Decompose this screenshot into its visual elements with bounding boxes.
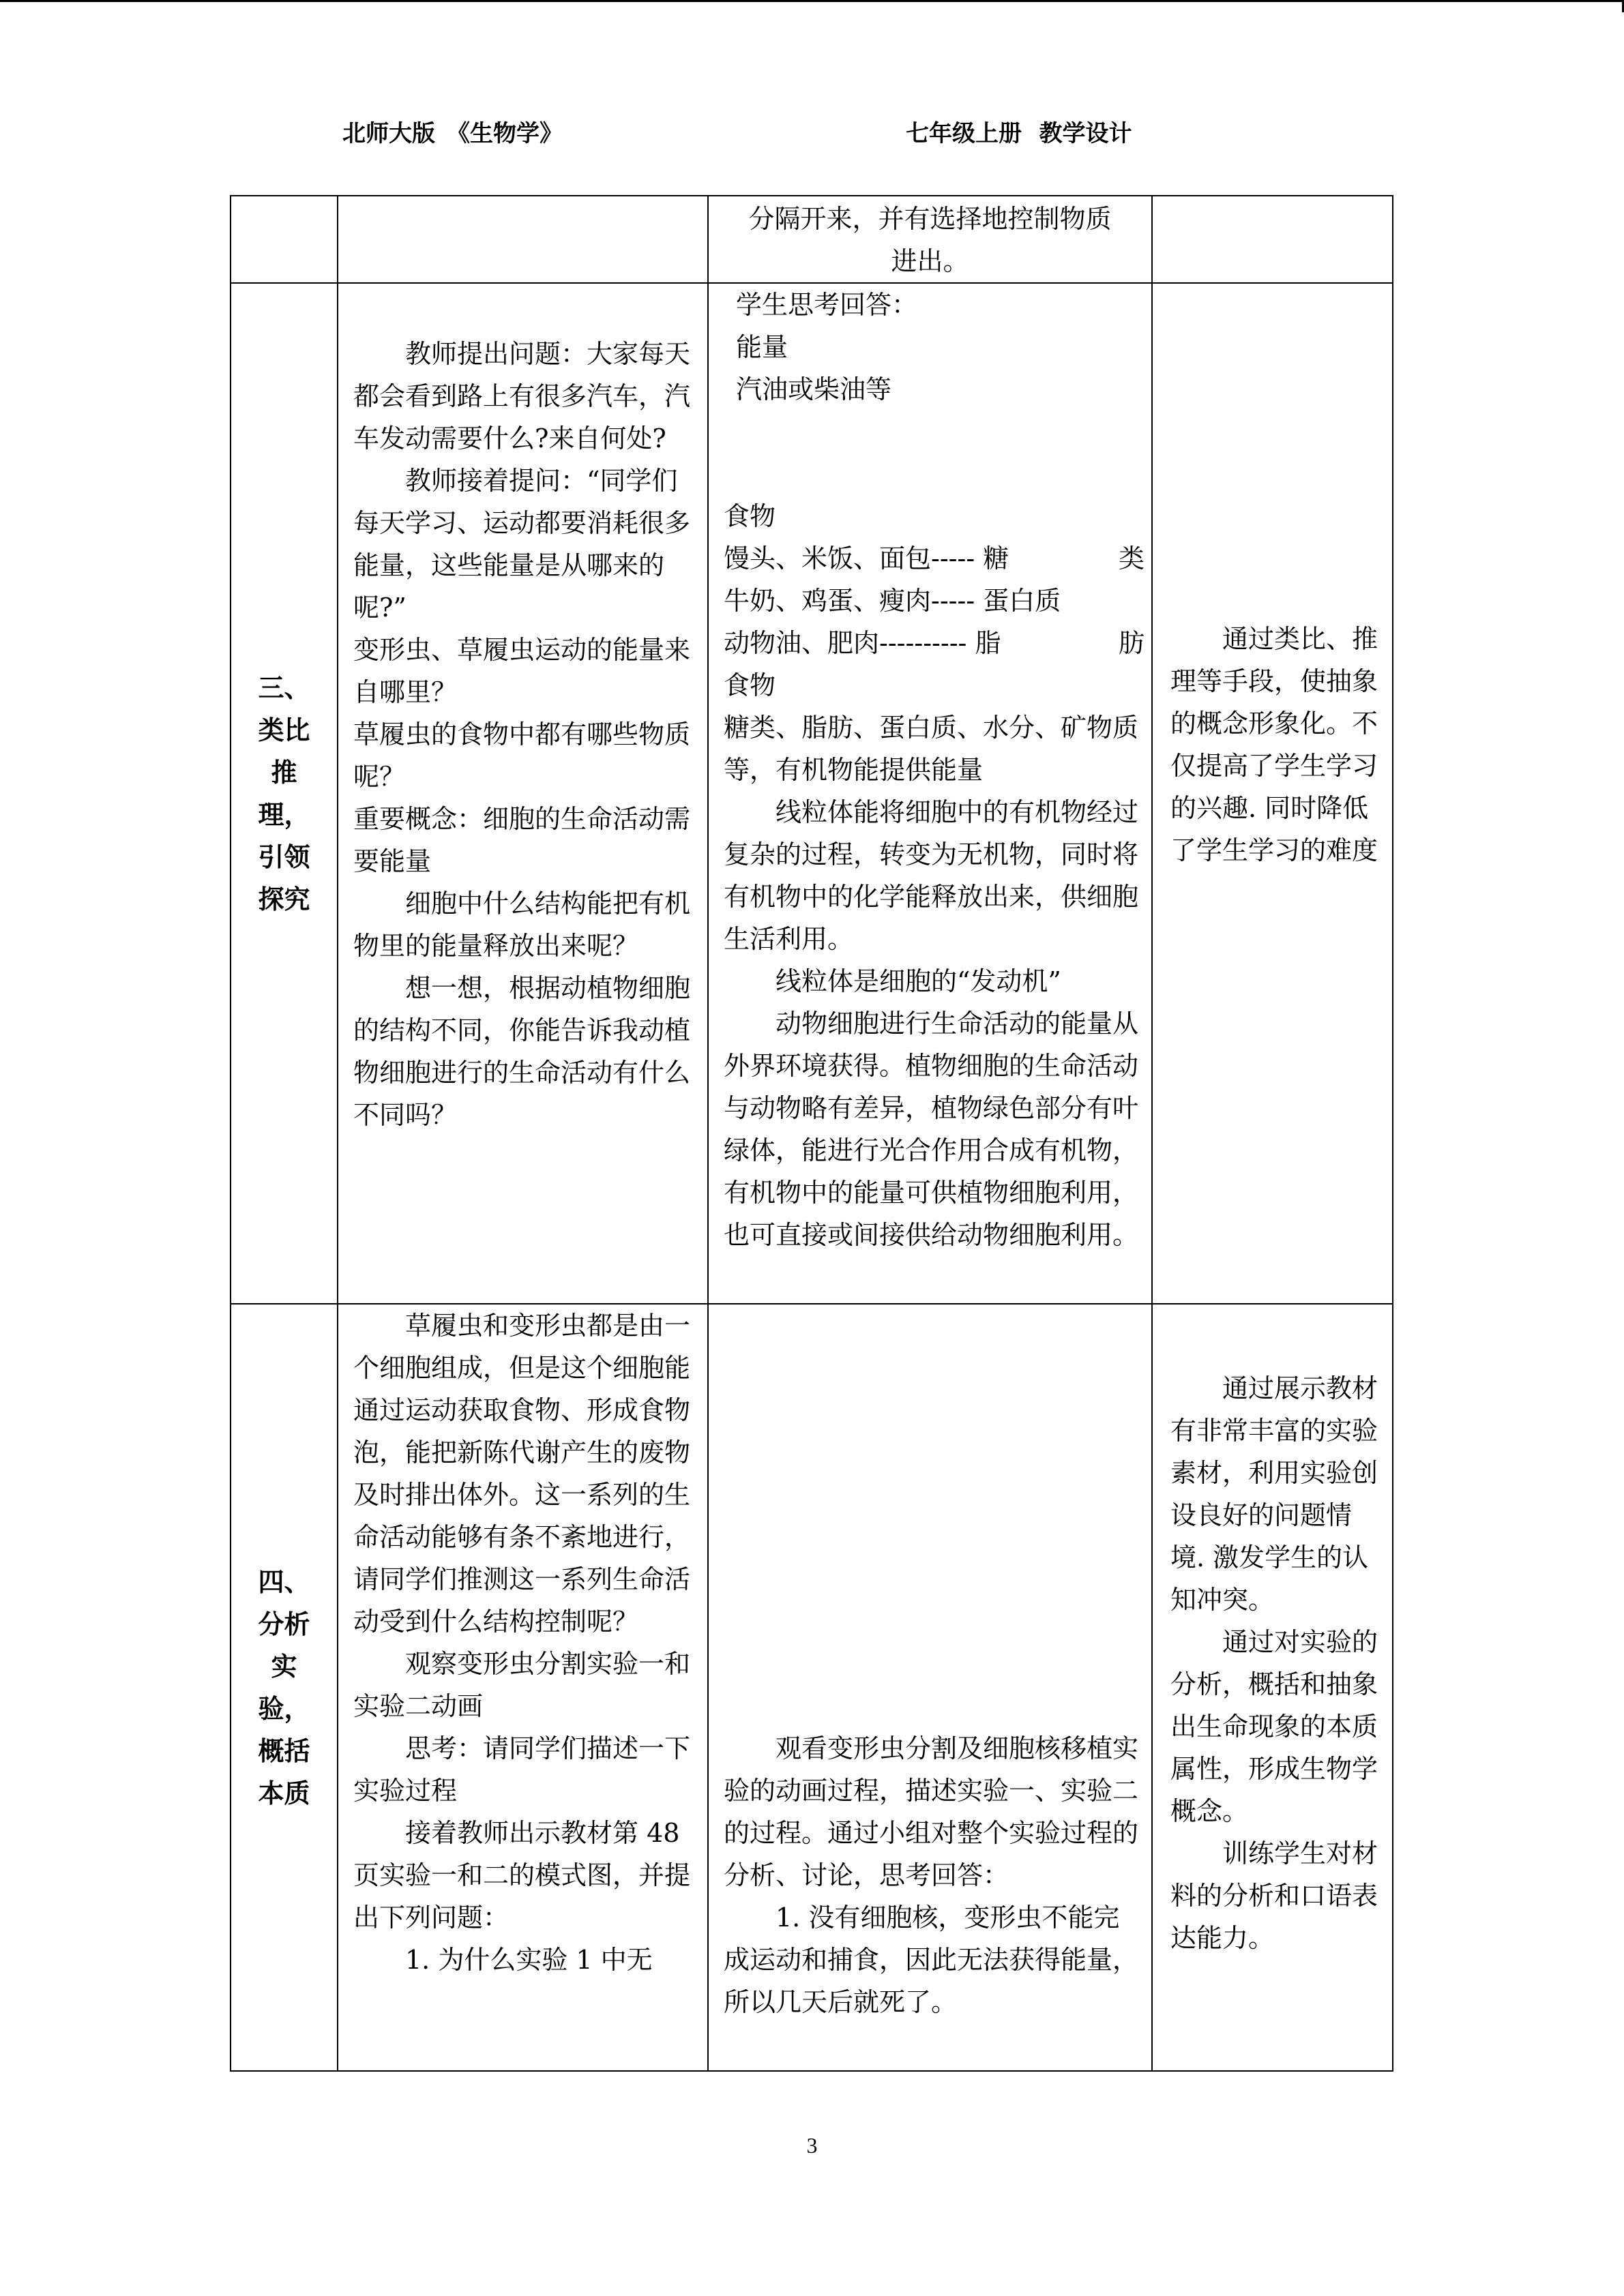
food-label: 食物 — [724, 501, 776, 531]
stage-3-title: 探究 — [258, 883, 310, 914]
intent-4-cell — [1152, 1304, 1393, 2071]
student-answer-intro: 学生思考回答： — [736, 290, 918, 320]
food-item — [724, 622, 1145, 664]
student-answer: 能量 — [736, 332, 788, 362]
stage-4-title: 四、 — [258, 1566, 310, 1597]
key-concept: 重要概念：细胞的生命活动需要能量 — [353, 804, 691, 876]
teacher-question: 教师接着提问：“同学们每天学习、运动都要消耗很多能量，这些能量是从哪来的呢?” — [353, 466, 691, 623]
lesson-plan-table — [230, 195, 1393, 2072]
student-cell — [708, 196, 1152, 283]
food-item — [724, 537, 1145, 580]
student-answer: 1. 没有细胞核，变形虫不能完成运动和捕食，因此无法获得能量，所以几天后就死了。 — [724, 1903, 1139, 2017]
food-item-left: 牛奶、鸡蛋、瘦肉----- 蛋白质 — [724, 586, 1061, 616]
table-row-continued — [231, 196, 1393, 283]
teacher-question: 1. 为什么实验 1 中无 — [405, 1945, 653, 1975]
table-row-stage-4 — [231, 1304, 1393, 2071]
student-answer: 汽油或柴油等 — [736, 374, 892, 404]
page-top-border — [0, 0, 1624, 2]
stage-4-title: 实 — [271, 1650, 297, 1682]
teacher-3-cell — [338, 283, 708, 1304]
intent-cell — [1152, 196, 1393, 283]
stage-3-title: 理， — [258, 799, 310, 830]
food-label: 食物 — [724, 670, 776, 700]
header-textbook: 北师大版 《生物学》 — [342, 121, 563, 147]
stage-3-title: 类比 — [258, 714, 310, 745]
stage-cell — [231, 196, 338, 283]
food-item — [724, 580, 1145, 622]
student-text-line: 进出。 — [891, 246, 969, 276]
stage-3-cell — [231, 283, 338, 1304]
stage-4-title: 本质 — [258, 1777, 310, 1808]
teacher-question: 细胞中什么结构能把有机物里的能量释放出来呢？ — [353, 889, 691, 961]
student-activity: 观看变形虫分割及细胞核移植实验的动画过程，描述实验一、实验二的过程。通过小组对整个实验过程的分析、讨论，思考回答： — [724, 1733, 1139, 1890]
mitochondria-text: 线粒体能将细胞中的有机物经过复杂的过程，转变为无机物，同时将有机物中的化学能释放出来，供细胞生活利用。 — [724, 797, 1139, 954]
stage-3-title: 三、 — [258, 672, 310, 703]
stage-3-title: 推 — [271, 756, 297, 788]
stage-4-title: 分析 — [258, 1608, 310, 1639]
intent-3-cell — [1152, 283, 1393, 1304]
energy-text: 动物细胞进行生命活动的能量从外界环境获得。植物细胞的生命活动与动物略有差异，植物绿色部分有叶绿体，能进行光合作用合成有机物，有机物中的能量可供植物细胞利用，也可直接或间接供给动物细胞利用。 — [724, 1009, 1139, 1250]
teacher-question: 草履虫的食物中都有哪些物质呢？ — [353, 719, 691, 792]
teacher-question: 草履虫和变形虫都是由一个细胞组成，但是这个细胞能通过运动获取食物、形成食物泡，能把新陈代谢产生的废物及时排出体外。这一系列的生命活动能够有条不紊地进行，请同学们推测这一系列生命活动受到什么结构控制呢？ — [353, 1311, 691, 1637]
header-grade: 七年级上册 教学设计 — [906, 121, 1132, 147]
stage-4-title: 概括 — [258, 1735, 310, 1766]
design-intent: 通过展示教材有非常丰富的实验素材，利用实验创设良好的问题情境. 激发学生的认知冲突。 — [1170, 1373, 1378, 1615]
student-text-line: 分隔开来，并有选择地控制物质 — [748, 204, 1112, 234]
mitochondria-text: 线粒体是细胞的“发动机” — [776, 966, 1061, 996]
food-item-left: 动物油、肥肉---------- 脂 — [724, 628, 1001, 658]
food-item-right: 类 — [1118, 543, 1145, 573]
teacher-activity: 观察变形虫分割实验一和实验二动画 — [353, 1649, 691, 1721]
food-item-left: 馒头、米饭、面包----- 糖 — [724, 543, 1009, 573]
design-intent: 训练学生对材料的分析和口语表达能力。 — [1170, 1838, 1378, 1953]
teacher-question: 想一想，根据动植物细胞的结构不同，你能告诉我动植物细胞进行的生命活动有什么不同吗？ — [353, 973, 691, 1130]
design-intent: 通过类比、推理等手段，使抽象的概念形象化。不仅提高了学生学习的兴趣. 同时降低了学生学习的难度 — [1170, 624, 1378, 865]
teacher-question: 变形虫、草履虫运动的能量来自哪里？ — [353, 635, 691, 707]
food-item-right: 肪 — [1118, 628, 1145, 658]
teacher-cell — [338, 196, 708, 283]
teacher-4-cell — [338, 1304, 708, 2071]
student-3-cell — [708, 283, 1152, 1304]
teacher-question: 教师提出问题：大家每天都会看到路上有很多汽车，汽车发动需要什么?来自何处? — [353, 339, 691, 453]
teacher-activity: 接着教师出示教材第 48 页实验一和二的模式图，并提出下列问题： — [353, 1818, 691, 1933]
design-intent: 通过对实验的分析，概括和抽象出生命现象的本质属性，形成生物学概念。 — [1170, 1627, 1378, 1826]
nutrients-text: 糖类、脂肪、蛋白质、水分、矿物质等，有机物能提供能量 — [724, 713, 1139, 785]
table-row-stage-3 — [231, 283, 1393, 1304]
teacher-activity: 思考：请同学们描述一下实验过程 — [353, 1733, 691, 1806]
stage-4-cell — [231, 1304, 338, 2071]
student-4-cell — [708, 1304, 1152, 2071]
stage-3-title: 引领 — [258, 841, 310, 872]
stage-4-title: 验， — [258, 1693, 310, 1724]
page-number: 3 — [806, 2133, 818, 2158]
